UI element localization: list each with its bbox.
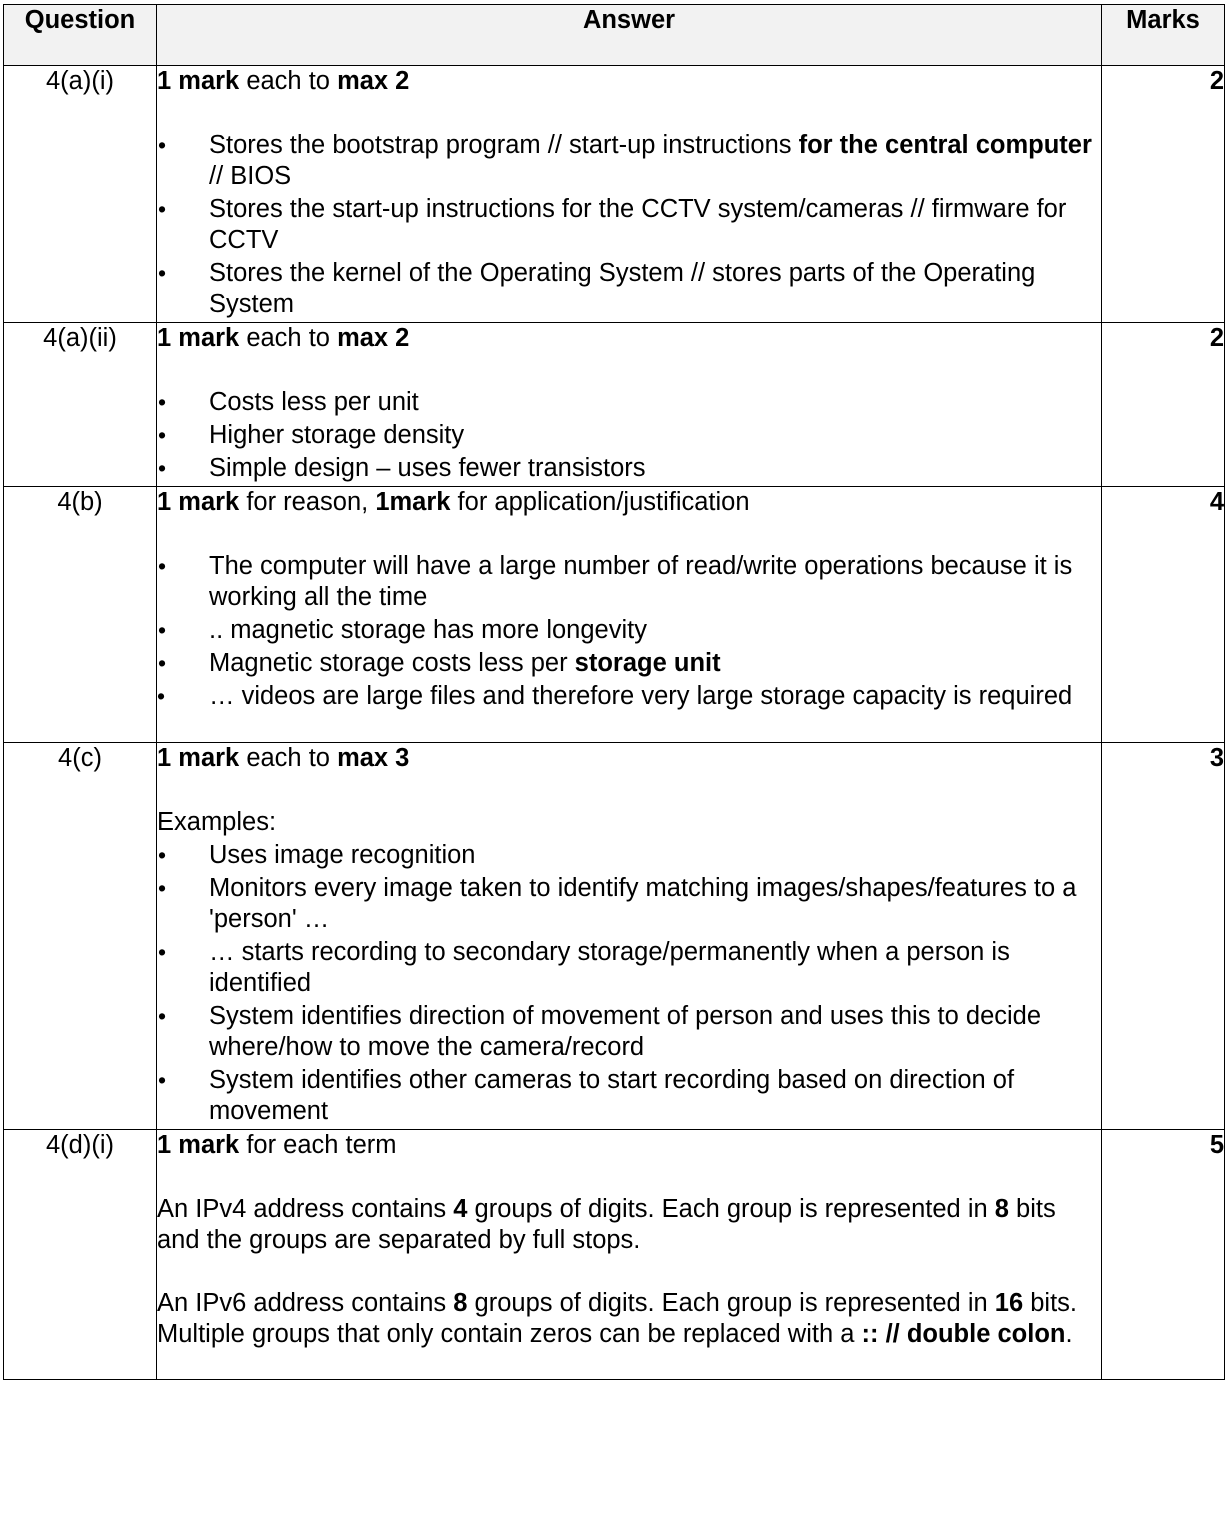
emphasis-text: 1 mark bbox=[157, 488, 240, 516]
answer-cell bbox=[157, 743, 1102, 1130]
mark-instruction: 1 mark each to max 2 bbox=[157, 324, 410, 352]
list-item: • System identifies direction of movement of person and uses this to decide where/how to move the camera/record bbox=[157, 1001, 1101, 1063]
answer-cell bbox=[157, 323, 1102, 487]
marks-value: 2 bbox=[1102, 323, 1225, 487]
emphasis-text: 4 bbox=[453, 1195, 468, 1223]
emphasis-text: :: // double colon bbox=[861, 1320, 1066, 1348]
list-item: • Higher storage density bbox=[157, 420, 1101, 451]
list-item: • Stores the bootstrap program // start-up instructions for the central computer // BIOS bbox=[157, 130, 1101, 192]
list-item: • Stores the start-up instructions for the CCTV system/cameras // firmware for CCTV bbox=[157, 194, 1101, 256]
list-item: • Stores the kernel of the Operating System // stores parts of the Operating System bbox=[157, 258, 1101, 320]
emphasis-text: 16 bbox=[994, 1289, 1024, 1317]
mark-instruction: 1 mark each to max 3 bbox=[157, 744, 410, 772]
marks-value: 4 bbox=[1102, 487, 1225, 743]
list-item: • Monitors every image taken to identify matching images/shapes/features to a 'person' … bbox=[157, 873, 1101, 935]
answer-bullets bbox=[157, 130, 1101, 320]
list-item: • System identifies other cameras to start recording based on direction of movement bbox=[157, 1065, 1101, 1127]
answer-bullets bbox=[157, 551, 1101, 712]
question-column-header: Question bbox=[4, 5, 157, 66]
emphasis-text: for the central computer bbox=[798, 131, 1092, 159]
list-item: • Simple design – uses fewer transistors bbox=[157, 453, 1101, 484]
answer-paragraph: An IPv4 address contains 4 groups of digits. Each group is represented in 8 bits and the groups are separated by full stops. bbox=[157, 1195, 1056, 1254]
table-row bbox=[4, 487, 1225, 743]
question-number: 4(d)(i) bbox=[4, 1130, 157, 1380]
answer-cell bbox=[157, 487, 1102, 743]
emphasis-text: max 3 bbox=[337, 744, 410, 772]
answer-column-header: Answer bbox=[157, 5, 1102, 66]
emphasis-text: 1 mark bbox=[157, 744, 240, 772]
emphasis-text: 8 bbox=[453, 1289, 468, 1317]
list-item: • Magnetic storage costs less per storage unit bbox=[157, 648, 1101, 679]
mark-instruction: 1 mark each to max 2 bbox=[157, 67, 410, 95]
question-number: 4(a)(i) bbox=[4, 66, 157, 323]
emphasis-text: 1mark bbox=[375, 488, 451, 516]
list-item: • Uses image recognition bbox=[157, 840, 1101, 871]
bullet-icon: • bbox=[157, 683, 166, 709]
marks-column-header: Marks bbox=[1102, 5, 1225, 66]
table-row bbox=[4, 66, 1225, 323]
table-row bbox=[4, 743, 1225, 1130]
mark-scheme-table bbox=[3, 4, 1225, 1380]
emphasis-text: 1 mark bbox=[157, 67, 240, 95]
list-item: • … videos are large files and therefore very large storage capacity is required bbox=[157, 682, 1073, 710]
list-item: • The computer will have a large number of read/write operations because it is working all the time bbox=[157, 551, 1101, 613]
question-number: 4(a)(ii) bbox=[4, 323, 157, 487]
mark-instruction: 1 mark for each term bbox=[157, 1131, 397, 1159]
emphasis-text: max 2 bbox=[337, 67, 410, 95]
emphasis-text: max 2 bbox=[337, 324, 410, 352]
answer-bullets bbox=[157, 387, 1101, 484]
answer-cell bbox=[157, 1130, 1102, 1380]
question-number: 4(b) bbox=[4, 487, 157, 743]
table-row bbox=[4, 1130, 1225, 1380]
header-row bbox=[4, 5, 1225, 66]
examples-label: Examples: bbox=[157, 808, 277, 836]
answer-cell bbox=[157, 66, 1102, 323]
list-item: • .. magnetic storage has more longevity bbox=[157, 615, 1101, 646]
list-item: • Costs less per unit bbox=[157, 387, 1101, 418]
emphasis-text: 1 mark bbox=[157, 1131, 240, 1159]
marks-value: 3 bbox=[1102, 743, 1225, 1130]
answer-bullets bbox=[157, 840, 1101, 1127]
emphasis-text: storage unit bbox=[574, 649, 721, 677]
emphasis-text: 1 mark bbox=[157, 324, 240, 352]
mark-instruction: 1 mark for reason, 1mark for application/justification bbox=[157, 488, 750, 516]
answer-paragraph: An IPv6 address contains 8 groups of digits. Each group is represented in 16 bits. Multiple groups that only contain zeros can be replaced with a :: // double colon. bbox=[157, 1289, 1077, 1348]
question-number: 4(c) bbox=[4, 743, 157, 1130]
marks-value: 2 bbox=[1102, 66, 1225, 323]
list-item: • … starts recording to secondary storage/permanently when a person is identified bbox=[157, 937, 1101, 999]
marks-value: 5 bbox=[1102, 1130, 1225, 1380]
table-row bbox=[4, 323, 1225, 487]
emphasis-text: 8 bbox=[994, 1195, 1009, 1223]
